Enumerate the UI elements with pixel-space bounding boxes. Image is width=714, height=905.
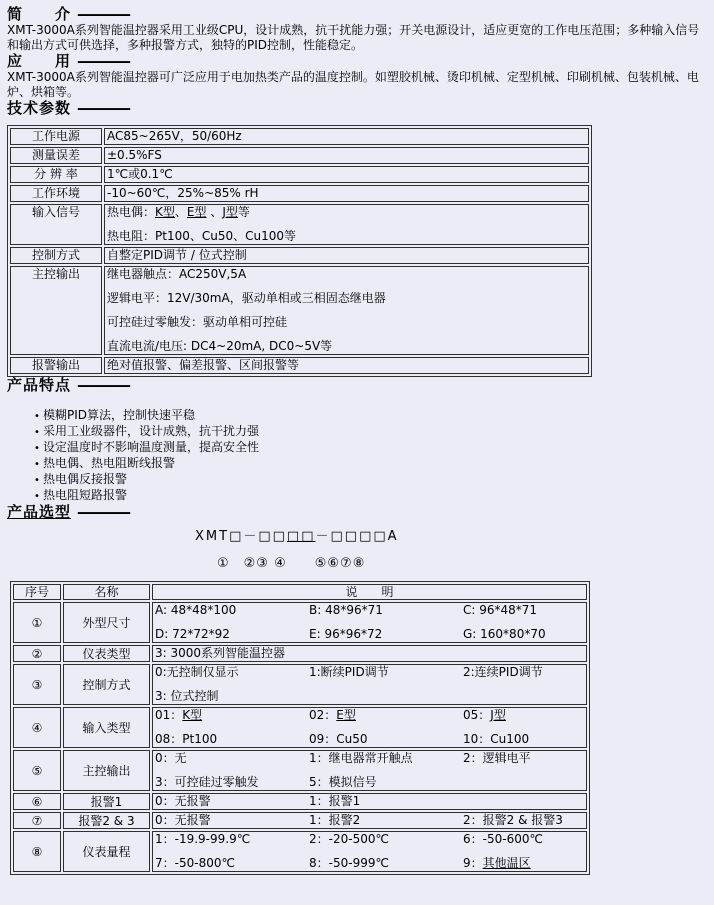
tech-param-label: 工作电源 (10, 128, 102, 145)
tech-param-line: 逻辑电平：12V/30mA，驱动单相或三相固态继电器 (107, 291, 386, 305)
selection-row-description (152, 664, 587, 705)
tech-param-value (104, 147, 589, 164)
selection-row-description (152, 602, 587, 643)
option: C: 96*48*71 (463, 603, 538, 617)
title-dashes: ———— (77, 5, 130, 23)
tech-param-row (10, 185, 589, 202)
application-paragraph: XMT-3000A系列智能温控器可广泛应用于电加热类产品的温度控制。如塑胶机械、烫印机械、定型机械、印刷机械、包装机械、电炉、烘箱等。 (7, 70, 699, 99)
tech-param-value (104, 185, 589, 202)
features-title-text: 产品特点 (7, 376, 72, 394)
tech-param-row (10, 147, 589, 164)
feature-item: • 热电偶反接报警 (34, 472, 707, 488)
underlined-text: K型 (155, 205, 175, 219)
tech-param-row (10, 128, 589, 145)
feature-item: • 热电阻短路报警 (34, 488, 707, 504)
title-dashes: ———— (77, 99, 130, 117)
option-line (155, 857, 584, 870)
underlined-text: K型 (182, 708, 203, 722)
option: 01：K型 (155, 708, 203, 722)
option: G: 160*80*70 (463, 627, 546, 641)
feature-item: • 设定温度时不影响温度测量，提高安全性 (34, 440, 707, 456)
tech-params-title-text: 技术参数 (7, 99, 72, 117)
tech-param-label: 分 辨 率 (10, 166, 102, 183)
tech-param-value (104, 266, 589, 355)
option-line (155, 647, 584, 660)
tech-param-value (104, 247, 589, 264)
selection-row-number: ⑥ (13, 793, 61, 810)
selection-row-description (152, 645, 587, 662)
selection-row (13, 812, 587, 829)
tech-param-label: 报警输出 (10, 357, 102, 374)
option: 0：无 (155, 751, 187, 765)
tech-param-line: -10~60℃，25%~85% rH (107, 186, 259, 200)
selection-row-number: ⑤ (13, 750, 61, 791)
tech-param-line: 绝对值报警、偏差报警、区间报警等 (107, 358, 300, 372)
option-line (155, 733, 584, 746)
option: 1：继电器常开触点 (309, 751, 413, 765)
selection-row-description (152, 812, 587, 829)
feature-item: • 模糊PID算法，控制快速平稳 (34, 408, 707, 424)
tech-param-row (10, 166, 589, 183)
tech-params-table (7, 125, 592, 377)
selection-row-description (152, 831, 587, 872)
selection-row-number: ② (13, 645, 61, 662)
option: 1：报警1 (309, 794, 361, 808)
option: 02：E型 (309, 708, 356, 722)
selection-row-number: ⑦ (13, 812, 61, 829)
tech-param-value (104, 357, 589, 374)
tech-param-line: 1℃或0.1℃ (107, 167, 173, 181)
option-line (155, 833, 584, 846)
tech-param-label: 输入信号 (10, 204, 102, 245)
selection-row (13, 707, 587, 748)
underlined-text: 其他温区 (482, 856, 531, 870)
features-list (7, 408, 707, 504)
selection-row-number: ③ (13, 664, 61, 705)
selection-row-name: 报警2 & 3 (63, 812, 150, 829)
option-line (155, 709, 584, 722)
title-dashes: ———— (77, 376, 130, 394)
option-line (155, 666, 584, 679)
tech-param-label: 主控输出 (10, 266, 102, 355)
option-line (155, 628, 584, 641)
tech-param-value (104, 128, 589, 145)
selection-row-number: ① (13, 602, 61, 643)
section-title-intro (7, 6, 707, 23)
selection-row-name: 控制方式 (63, 664, 150, 705)
option: 3: 3000系列智能温控器 (155, 646, 286, 660)
selection-row-description (152, 707, 587, 748)
tech-param-line: 直流电流/电压: DC4~20mA, DC0~5V等 (107, 339, 333, 353)
underlined-text: J型 (490, 708, 506, 722)
tech-param-line: AC85~265V，50/60Hz (107, 129, 242, 143)
option-line (155, 690, 584, 703)
option: 2：报警2 & 报警3 (463, 813, 563, 827)
option: 2：-20-500℃ (309, 832, 389, 846)
selection-row (13, 831, 587, 872)
selection-row-name: 仪表量程 (63, 831, 150, 872)
tech-param-value (104, 204, 589, 245)
option: 0：无报警 (155, 794, 211, 808)
position-markers: ① ②③ ④ ⑤⑥⑦⑧ (217, 556, 366, 571)
selection-row-number: ④ (13, 707, 61, 748)
option: 08：Pt100 (155, 732, 218, 746)
tech-param-line: 继电器触点：AC250V,5A (107, 267, 247, 281)
option: 3：可控硅过零触发 (155, 775, 259, 789)
option: 0:无控制仅显示 (155, 665, 239, 679)
selection-row-name: 输入类型 (63, 707, 150, 748)
tech-param-line: 可控硅过零触发：驱动单相可控硅 (107, 315, 288, 329)
selection-row-description (152, 750, 587, 791)
tech-param-line: 热电偶：K型、E型 、J型等 (107, 205, 250, 219)
option-line (155, 604, 584, 617)
selection-row (13, 602, 587, 643)
selection-row (13, 793, 587, 810)
underlined-text: E型 (186, 205, 207, 219)
option-line (155, 814, 584, 827)
tech-param-label: 测量误差 (10, 147, 102, 164)
selection-row (13, 645, 587, 662)
selection-table (10, 581, 590, 875)
application-title-text: 应 用 (7, 52, 72, 70)
feature-item: • 热电偶、热电阻断线报警 (34, 456, 707, 472)
col-header-no: 序号 (13, 584, 61, 600)
title-dashes: ———— (77, 503, 130, 521)
tech-param-line: 热电阻：Pt100、Cu50、Cu100等 (107, 229, 296, 243)
underlined-text: □□ (286, 529, 316, 544)
selection-row-name: 外型尺寸 (63, 602, 150, 643)
underlined-text: J型 (222, 205, 238, 219)
selection-table-header-row (13, 584, 587, 600)
option: B: 48*96*71 (309, 603, 383, 617)
underlined-text: E型 (336, 708, 356, 722)
tech-param-row (10, 266, 589, 355)
tech-param-line: ±0.5%FS (107, 148, 162, 162)
option: 2:连续PID调节 (463, 665, 543, 679)
tech-param-row (10, 247, 589, 264)
selection-row (13, 664, 587, 705)
option: D: 72*72*92 (155, 627, 230, 641)
title-dashes: ———— (77, 52, 130, 70)
option: 0：无报警 (155, 813, 211, 827)
option: A: 48*48*100 (155, 603, 237, 617)
tech-param-row (10, 204, 589, 245)
option: 6：-50-600℃ (463, 832, 543, 846)
option: 3: 位式控制 (155, 689, 219, 703)
selection-title-text: 产品选型 (7, 503, 72, 521)
selection-row (13, 750, 587, 791)
section-title-selection (7, 504, 707, 521)
feature-item: • 采用工业级器件，设计成熟，抗干扰力强 (34, 424, 707, 440)
option: 10：Cu100 (463, 732, 530, 746)
option: 7：-50-800℃ (155, 856, 235, 870)
selection-row-name: 仪表类型 (63, 645, 150, 662)
option: 1：-19.9-99.9℃ (155, 832, 251, 846)
option: 1:断续PID调节 (309, 665, 389, 679)
tech-param-line: 自整定PID调节 / 位式控制 (107, 248, 247, 262)
option-line (155, 776, 584, 789)
tech-param-label: 控制方式 (10, 247, 102, 264)
option-line (155, 795, 584, 808)
option: 09：Cu50 (309, 732, 368, 746)
col-header-description: 说 明 (152, 584, 587, 600)
section-title-application (7, 53, 707, 70)
option-line (155, 752, 584, 765)
option: E: 96*96*72 (309, 627, 383, 641)
option: 1：报警2 (309, 813, 361, 827)
option: 2：逻辑电平 (463, 751, 531, 765)
section-title-features (7, 377, 707, 394)
selection-row-number: ⑧ (13, 831, 61, 872)
col-header-name: 名称 (63, 584, 150, 600)
section-title-tech-params (7, 100, 707, 117)
tech-param-row (10, 357, 589, 374)
option: 05：J型 (463, 708, 506, 722)
tech-param-value (104, 166, 589, 183)
intro-paragraph: XMT-3000A系列智能温控器采用工业级CPU，设计成熟，抗干扰能力强；开关电源设计，适应更宽的工作电压范围；多种输入信号和输出方式可供选择，多种报警方式，独特的PID控制，性能稳定。 (7, 23, 700, 52)
selection-row-name: 主控输出 (63, 750, 150, 791)
intro-title-text: 简 介 (7, 5, 72, 23)
option: 5：模拟信号 (309, 775, 377, 789)
option: 9：其他温区 (463, 856, 531, 870)
option: 8：-50-999℃ (309, 856, 389, 870)
tech-param-label: 工作环境 (10, 185, 102, 202)
selection-row-description (152, 793, 587, 810)
selection-row-name: 报警1 (63, 793, 150, 810)
model-code: XMT□－□□□□－□□□□A (195, 529, 399, 544)
